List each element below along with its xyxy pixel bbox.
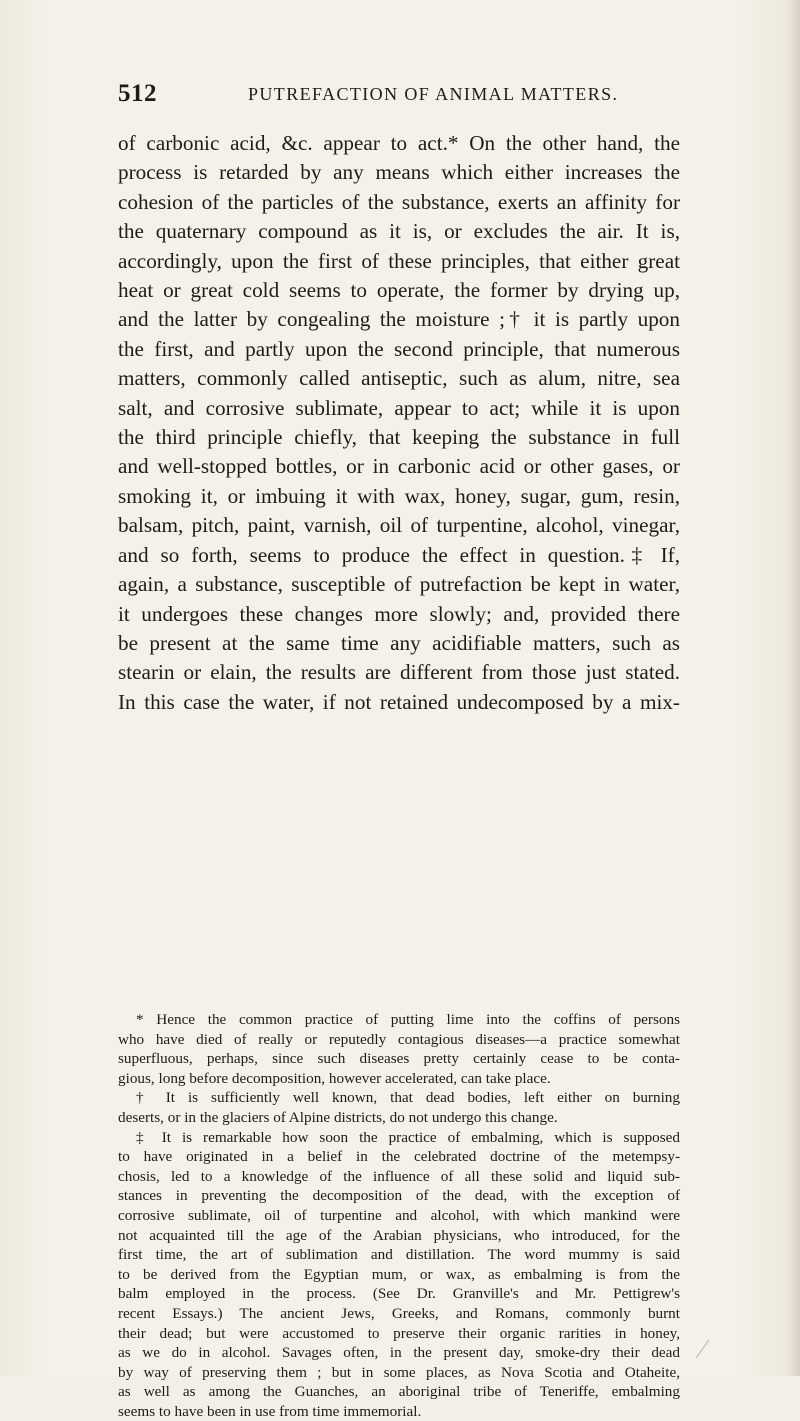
body-line: the quaternary compound as it is, or excludes the air. It is, (118, 219, 680, 244)
footnote-line: gious, long before decomposition, however accelerated, can take place. (118, 1069, 551, 1087)
pencil-mark (696, 1340, 709, 1359)
footnote-line: who have died of really or reputedly contagious diseases—a practice somewhat (118, 1030, 680, 1048)
body-line: the first, and partly upon the second principle, that numerous (118, 336, 680, 361)
body-line: and the latter by congealing the moisture ;† it is partly upon (118, 307, 680, 332)
footnotes (118, 1010, 680, 1421)
footnote-line: balm employed in the process. (See Dr. Granville's and Mr. Pettigrew's (118, 1285, 680, 1303)
body-line: heat or great cold seems to operate, the former by drying up, (118, 278, 680, 303)
body-line: stearin or elain, the results are different from those just stated. (118, 660, 680, 685)
body-line: the third principle chiefly, that keeping the substance in full (118, 425, 680, 450)
footnote-line: recent Essays.) The ancient Jews, Greeks, and Romans, commonly burnt (118, 1304, 680, 1322)
footnote-line: * Hence the common practice of putting lime into the coffins of persons (136, 1011, 680, 1028)
footnote-line: † It is sufficiently well known, that dead bodies, left either on burning (136, 1089, 680, 1107)
footnote-line: chosis, led to a knowledge of the influence of all these solid and liquid sub- (118, 1167, 680, 1185)
body-line: again, a substance, susceptible of putrefaction be kept in water, (118, 572, 680, 597)
footnote-line: not acquainted till the age of the Arabian physicians, who introduced, for the (118, 1226, 680, 1244)
footnote-line: deserts, or in the glaciers of Alpine districts, do not undergo this change. (118, 1108, 558, 1126)
page-number: 512 (118, 80, 157, 107)
footnote-line: seems to have been in use from time immemorial. (118, 1402, 422, 1420)
footnote-line: first time, the art of sublimation and distillation. The word mummy is said (118, 1246, 680, 1264)
body-line: matters, commonly called antiseptic, such as alum, nitre, sea (118, 366, 680, 391)
body-line: process is retarded by any means which either increases the (118, 160, 680, 185)
footnote-line: stances in preventing the decomposition of the dead, with the exception of (118, 1187, 680, 1205)
footnote-line: by way of preserving them ; but in some places, as Nova Scotia and Otaheite, (118, 1363, 680, 1381)
body-line: accordingly, upon the first of these principles, that either great (118, 248, 680, 273)
body-line: salt, and corrosive sublimate, appear to act; while it is upon (118, 395, 680, 420)
footnote-line: to have originated in a belief in the celebrated doctrine of the metempsy- (118, 1148, 680, 1166)
body-line: and so forth, seems to produce the effect in question.‡ If, (118, 542, 680, 567)
body-line: smoking it, or imbuing it with wax, honey, sugar, gum, resin, (118, 483, 680, 508)
body-line: and well-stopped bottles, or in carbonic acid or other gases, or (118, 454, 680, 479)
body-line: it undergoes these changes more slowly; and, provided there (118, 601, 680, 626)
running-head: PUTREFACTION OF ANIMAL MATTERS. (248, 84, 619, 104)
footnote-line: to be derived from the Egyptian mum, or wax, as embalming is from the (118, 1265, 680, 1283)
footnote-line: corrosive sublimate, oil of turpentine and alcohol, with which mankind were (118, 1206, 680, 1224)
page-header (118, 80, 678, 110)
body-line: cohesion of the particles of the substance, exerts an affinity for (118, 189, 680, 214)
footnote-line: ‡ It is remarkable how soon the practice of embalming, which is supposed (136, 1128, 680, 1146)
page-edge-shadow (786, 0, 800, 1376)
footnote-line: as well as among the Guanches, an aboriginal tribe of Teneriffe, embalming (118, 1383, 680, 1401)
body-line: balsam, pitch, paint, varnish, oil of turpentine, alcohol, vinegar, (118, 513, 680, 538)
body-line: In this case the water, if not retained undecomposed by a mix- (118, 689, 680, 714)
body-line: be present at the same time any acidifiable matters, such as (118, 630, 680, 655)
body-text (118, 129, 680, 717)
footnote-line: superfluous, perhaps, since such diseases pretty certainly cease to be conta- (118, 1050, 680, 1068)
body-line: of carbonic acid, &c. appear to act.* On the other hand, the (118, 131, 680, 155)
footnote-line: their dead; but were accustomed to preserve their organic rarities in honey, (118, 1324, 680, 1342)
footnote-line: as we do in alcohol. Savages often, in the present day, smoke-dry their dead (118, 1344, 680, 1362)
